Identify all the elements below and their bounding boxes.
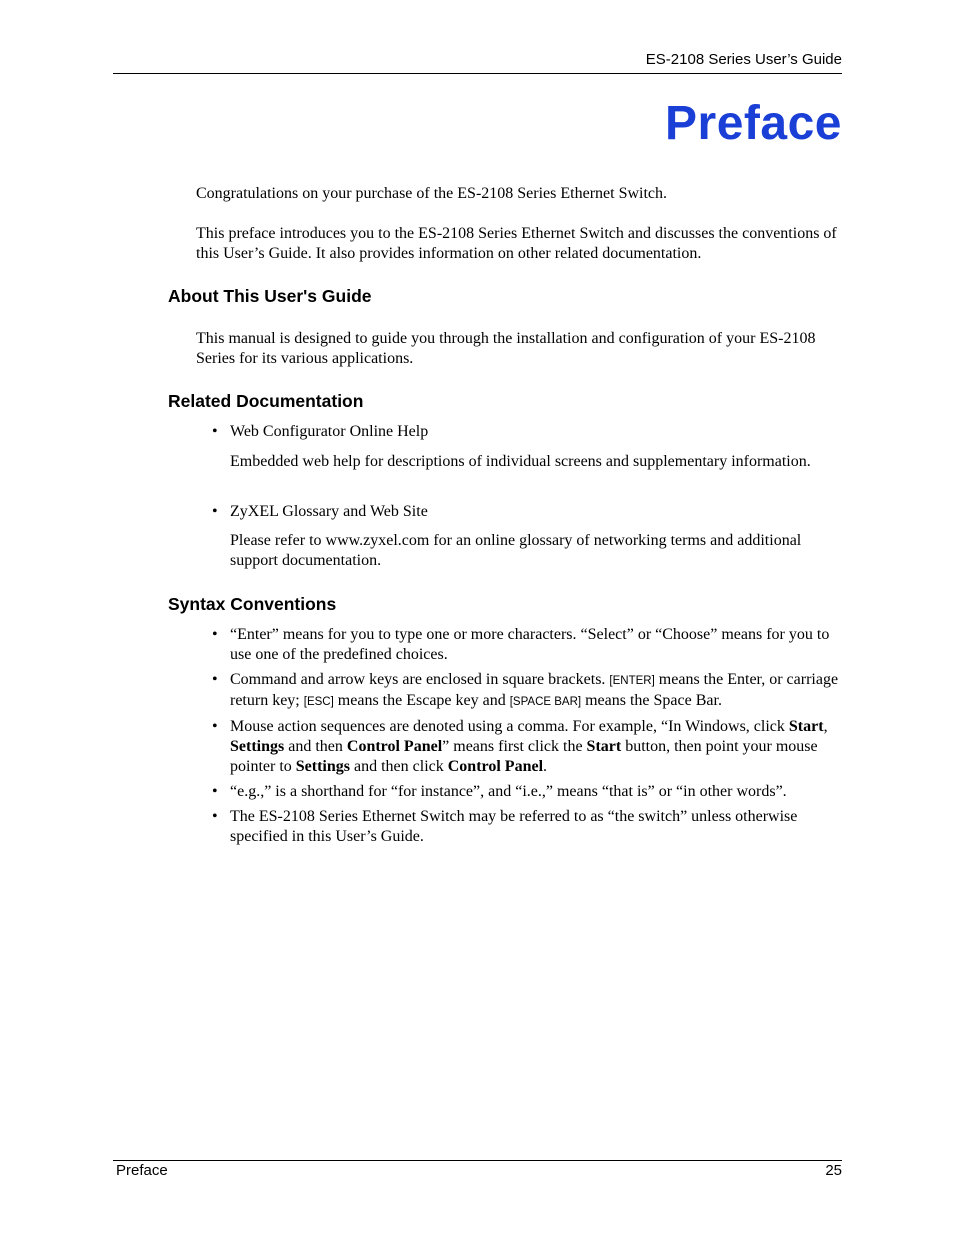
intro-paragraph-1: Congratulations on your purchase of the ES-2108 Series Ethernet Switch. <box>196 185 668 202</box>
related-list-1 <box>212 422 852 442</box>
list-item: • Web Configurator Online Help <box>212 422 852 442</box>
related-desc-2: Please refer to www.zyxel.com for an online glossary of networking terms and additional support documentation. <box>230 532 802 569</box>
syntax-list <box>212 625 852 847</box>
list-item: • “Enter” means for you to type one or more characters. “Select” or “Choose” means for you to use one of the predefined choices. <box>212 625 852 665</box>
page-number: 25 <box>825 1162 842 1179</box>
list-item: • ZyXEL Glossary and Web Site <box>212 502 852 522</box>
list-item: • Command and arrow keys are enclosed in square brackets. [ENTER] means the Enter, or carriage return key; [ESC] means the Escape key and [SPACE BAR] means the Space Bar. <box>212 670 852 712</box>
header-rule <box>113 73 842 74</box>
related-desc-1: Embedded web help for descriptions of individual screens and supplementary information. <box>230 453 811 470</box>
page-title: Preface <box>665 97 842 150</box>
section-heading-syntax: Syntax Conventions <box>168 594 337 614</box>
list-item: • The ES-2108 Series Ethernet Switch may be referred to as “the switch” unless otherwise specified in this User’s Guide. <box>212 807 852 847</box>
about-paragraph: This manual is designed to guide you through the installation and configuration of your ES-2108 Series for its various applications. <box>196 330 816 367</box>
list-item: • Mouse action sequences are denoted using a comma. For example, “In Windows, click Start, Settings and then Control Panel” means first click the Start button, then point your mouse pointer to Settings and then click Control Panel. <box>212 717 852 777</box>
running-header: ES-2108 Series User’s Guide <box>645 51 842 68</box>
section-heading-related: Related Documentation <box>168 391 364 411</box>
footer-section: Preface <box>116 1162 168 1179</box>
section-heading-about: About This User's Guide <box>168 286 372 306</box>
intro-paragraph-2: This preface introduces you to the ES-2108 Series Ethernet Switch and discusses the conventions of this User’s Guide. It also provides information on other related documentation. <box>196 225 837 262</box>
list-item: • “e.g.,” is a shorthand for “for instance”, and “i.e.,” means “that is” or “in other words”. <box>212 782 852 802</box>
related-list-2 <box>212 502 852 522</box>
footer-rule <box>113 1160 842 1161</box>
